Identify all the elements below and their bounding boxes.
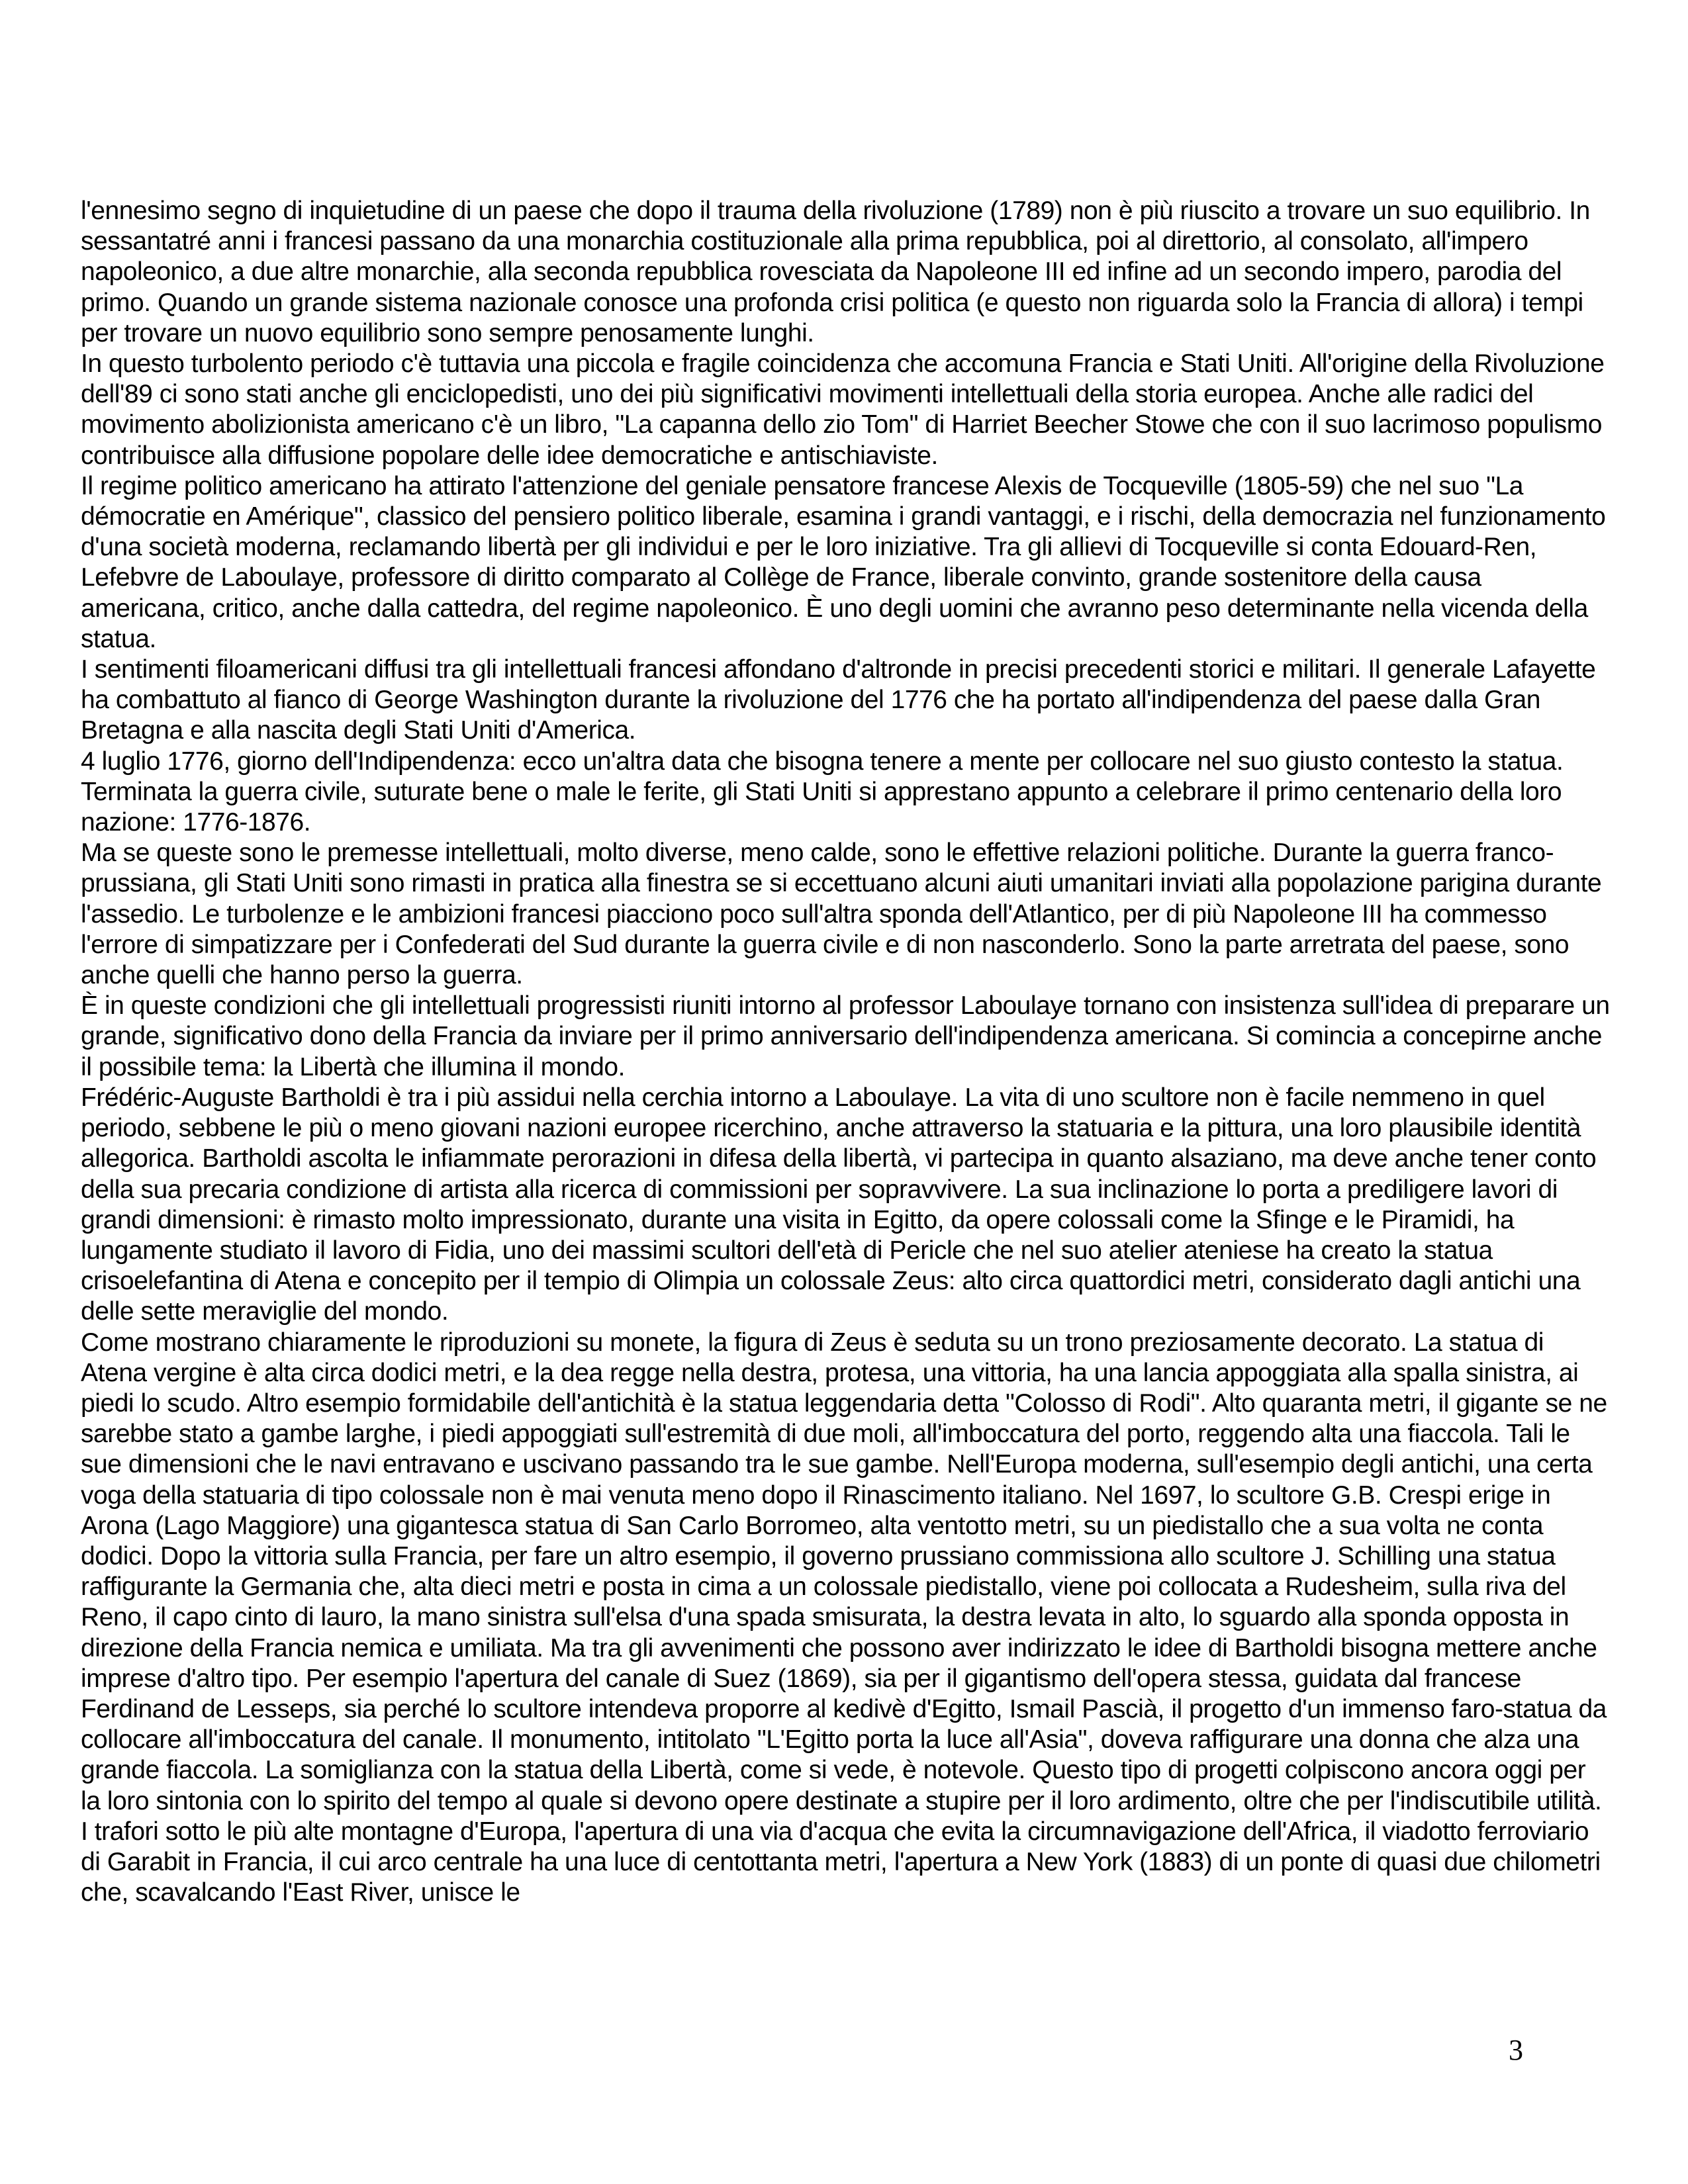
paragraph-3: Il regime politico americano ha attirato l'attenzione del geniale pensatore francese Alexis de Tocqueville (1805-59) che nel suo "La démocratie en Amérique", classico del pensiero politico liberale, esamina i grandi vantaggi, e i rischi, della democrazia nel funzionamento d'una società moderna, reclamando libertà per gli individui e per le loro iniziative. Tra gli allievi di Tocqueville si conta Edouard-Ren, Lefebvre de Laboulaye, professore di diritto comparato al Collège de France, liberale convinto, grande sostenitore della causa americana, critico, anche dalla cattedra, del regime napoleonico. È uno degli uomini che avranno peso determinante nella vicenda della statua.	[81, 471, 1606, 653]
paragraph-1: l'ennesimo segno di inquietudine di un paese che dopo il trauma della rivoluzione (1789) non è più riuscito a trovare un suo equilibrio. In sessantatré anni i francesi passano da una monarchia costituzionale alla prima repubblica, poi al direttorio, al consolato, all'impero napoleonico, a due altre monarchie, alla seconda repubblica rovesciata da Napoleone III ed infine ad un secondo impero, parodia del primo. Quando un grande sistema nazionale conosce una profonda crisi politica (e questo non riguarda solo la Francia di allora) i tempi per trovare un nuovo equilibrio sono sempre penosamente lunghi.	[81, 197, 1590, 347]
paragraph-2: In questo turbolento periodo c'è tuttavia una piccola e fragile coincidenza che accomuna Francia e Stati Uniti. All'origine della Rivoluzione dell'89 ci sono stati anche gli enciclopedisti, uno dei più significativi movimenti intellettuali della storia europea. Anche alle radici del movimento abolizionista americano c'è un libro, "La capanna dello zio Tom" di Harriet Beecher Stowe che con il suo lacrimoso populismo contribuisce alla diffusione popolare delle idee democratiche e antischiaviste.	[81, 349, 1605, 470]
paragraph-4: I sentimenti filoamericani diffusi tra gli intellettuali francesi affondano d'altronde in precisi precedenti storici e militari. Il generale Lafayette ha combattuto al fianco di George Washington durante la rivoluzione del 1776 che ha portato all'indipendenza del paese dalla Gran Bretagna e alla nascita degli Stati Uniti d'America.	[81, 655, 1596, 745]
paragraph-5: 4 luglio 1776, giorno dell'Indipendenza: ecco un'altra data che bisogna tenere a mente per collocare nel suo giusto contesto la statua. Terminata la guerra civile, suturate bene o male le ferite, gli Stati Uniti si apprestano appunto a celebrare il primo centenario della loro nazione: 1776-1876.	[81, 747, 1564, 837]
paragraph-8: Frédéric-Auguste Bartholdi è tra i più assidui nella cerchia intorno a Laboulaye. La vita di uno scultore non è facile nemmeno in quel periodo, sebbene le più o meno giovani nazioni europee ricerchino, anche attraverso la statuaria e la pittura, una loro plausibile identità allegorica. Bartholdi ascolta le infiammate perorazioni in difesa della libertà, vi partecipa in quanto alsaziano, ma deve anche tener conto della sua precaria condizione di artista alla ricerca di commissioni per sopravvivere. La sua inclinazione lo porta a prediligere lavori di grandi dimensioni: è rimasto molto impressionato, durante una visita in Egitto, da opere colossali come la Sfinge e le Piramidi, ha lungamente studiato il lavoro di Fidia, uno dei massimi scultori dell'età di Pericle che nel suo atelier ateniese ha creato la statua crisoelefantina di Atena e concepito per il tempio di Olimpia un colossale Zeus: alto circa quattordici metri, considerato dagli antichi una delle sette meraviglie del mondo.	[81, 1083, 1597, 1326]
page-number: 3	[1509, 2034, 1523, 2066]
paragraph-6: Ma se queste sono le premesse intellettuali, molto diverse, meno calde, sono le effettive relazioni politiche. Durante la guerra franco-prussiana, gli Stati Uniti sono rimasti in pratica alla finestra se si eccettuano alcuni aiuti umanitari inviati alla popolazione parigina durante l'assedio. Le turbolenze e le ambizioni francesi piacciono poco sull'altra sponda dell'Atlantico, per di più Napoleone III ha commesso l'errore di simpatizzare per i Confederati del Sud durante la guerra civile e di non nasconderlo. Sono la parte arretrata del paese, sono anche quelli che hanno perso la guerra.	[81, 839, 1602, 990]
paragraph-7: È in queste condizioni che gli intellettuali progressisti riuniti intorno al professor Laboulaye tornano con insistenza sull'idea di preparare un grande, significativo dono della Francia da inviare per il primo anniversario dell'indipendenza americana. Si comincia a concepirne anche il possibile tema: la Libertà che illumina il mondo.	[81, 991, 1610, 1081]
paragraph-9: Come mostrano chiaramente le riproduzioni su monete, la figura di Zeus è seduta su un trono preziosamente decorato. La statua di Atena vergine è alta circa dodici metri, e la dea regge nella destra, protesa, una vittoria, ha una lancia appoggiata alla spalla sinistra, ai piedi lo scudo. Altro esempio formidabile dell'antichità è la statua leggendaria detta "Colosso di Rodi". Alto quaranta metri, il gigante se ne sarebbe stato a gambe larghe, i piedi appoggiati sull'estremità di due moli, all'imboccatura del porto, reggendo alta una fiaccola. Tali le sue dimensioni che le navi entravano e uscivano passando tra le sue gambe. Nell'Europa moderna, sull'esempio degli antichi, una certa voga della statuaria di tipo colossale non è mai venuta meno dopo il Rinascimento italiano. Nel 1697, lo scultore G.B. Crespi erige in Arona (Lago Maggiore) una gigantesca statua di San Carlo Borromeo, alta ventotto metri, su un piedistallo che a sua volta ne conta dodici. Dopo la vittoria sulla Francia, per fare un altro esempio, il governo prussiano commissiona allo scultore J. Schilling una statua raffigurante la Germania che, alta dieci metri e posta in cima a un colossale piedistallo, viene poi collocata a Rudesheim, sulla riva del Reno, il capo cinto di lauro, la mano sinistra sull'elsa d'una spada smisurata, la destra levata in alto, lo sguardo alla sponda opposta in direzione della Francia nemica e umiliata. Ma tra gli avvenimenti che possono aver indirizzato le idee di Bartholdi bisogna mettere anche imprese d'altro tipo. Per esempio l'apertura del canale di Suez (1869), sia per il gigantismo dell'opera stessa, guidata dal francese Ferdinand de Lesseps, sia perché lo scultore intendeva proporre al kedivè d'Egitto, Ismail Pascià, il progetto d'un immenso faro-statua da collocare all'imboccatura del canale. Il monumento, intitolato "L'Egitto porta la luce all'Asia", doveva raffigurare una donna che alza una grande fiaccola. La somiglianza con la statua della Libertà, come si vede, è notevole. Questo tipo di progetti colpiscono ancora oggi per la loro sintonia con lo spirito del tempo al quale si devono opere destinate a stupire per il loro ardimento, oltre che per l'indiscutibile utilità. I trafori sotto le più alte montagne d'Europa, l'apertura di una via d'acqua che evita la circumnavigazione dell'Africa, il viadotto ferroviario di Garabit in Francia, il cui arco centrale ha una luce di centottanta metri, l'apertura a New York (1883) di un ponte di quasi due chilometri che, scavalcando l'East River, unisce le	[81, 1328, 1607, 1907]
body-text	[81, 196, 1610, 1908]
